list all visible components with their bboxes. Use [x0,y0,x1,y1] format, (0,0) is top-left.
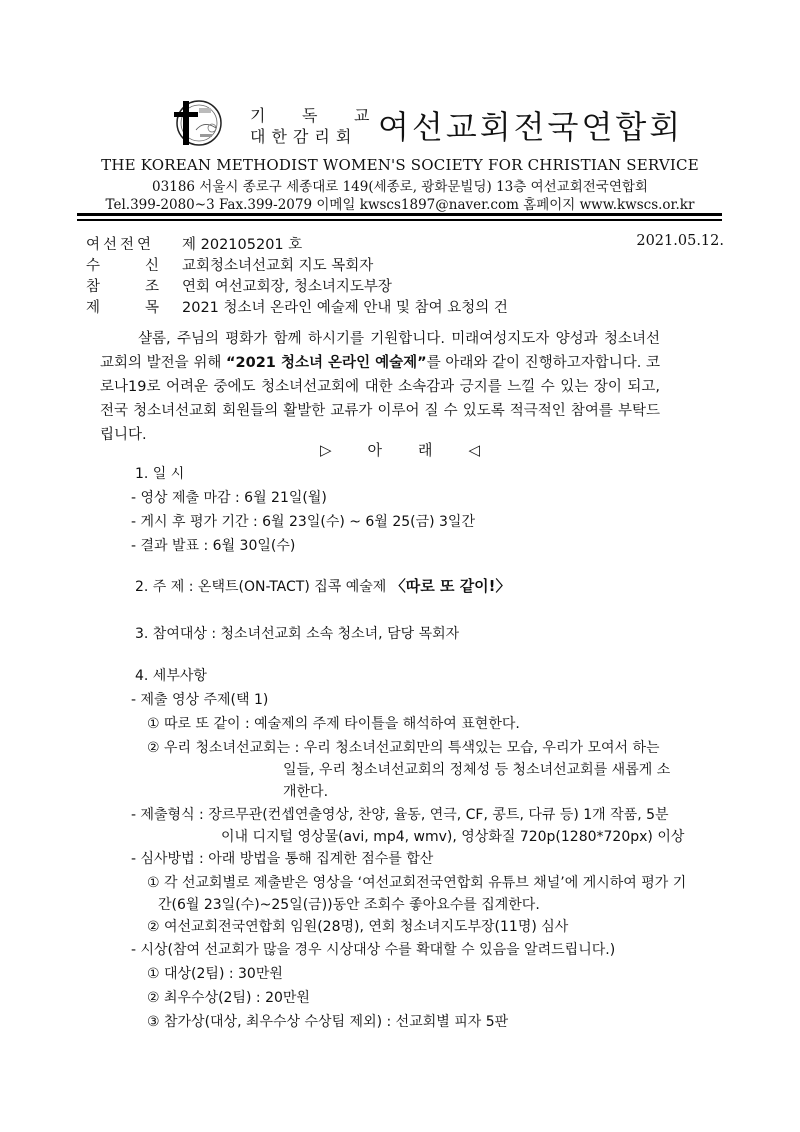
org-name-english: THE KOREAN METHODIST WOMEN'S SOCIETY FOR CHRISTIAN SERVICE [101,156,699,174]
format-line: - 제출형식 : 장르무관(컨셉연출영상, 찬양, 율동, 연극, CF, 콩트, 다큐 등) 1개 작품, 5분 [131,807,669,823]
schedule-item: - 게시 후 평가 기간 : 6월 23일(수) ~ 6월 25(금) 3일간 [131,514,475,530]
org-address: 03186 서울시 종로구 세종대로 149(세종로, 광화문빌딩) 13층 여선교회전국연합회 [152,179,648,195]
header-divider-thick [77,213,722,216]
reference-value: 연회 여선교회장, 청소녀지도부장 [182,279,392,295]
doc-number-row [86,233,302,254]
doc-date: 2021.05.12. [636,233,724,249]
recipient-label: 수신 [86,258,205,274]
denomination-line-2: 대한감리회 [250,127,358,146]
subject-value: 2021 청소녀 온라인 예술제 안내 및 참여 요청의 건 [182,300,508,316]
award-item: ① 대상(2팀) : 30만원 [147,966,283,982]
schedule-item: - 영상 제출 마감 : 6월 21일(월) [131,490,327,506]
section-schedule-heading: 1. 일 시 [135,466,185,482]
methodist-women-seal-icon [166,98,226,148]
event-name-highlight: “2021 청소녀 온라인 예술제” [225,355,427,371]
denomination-line-1: 기 독 교 [250,106,370,125]
section-details-heading: 4. 세부사항 [135,668,207,684]
section-theme: 2. 주 제 : 온택트(ON-TACT) 집콕 예술제 〈따로 또 같이!〉 [135,577,511,595]
theme-highlight: 〈따로 또 같이!〉 [390,577,511,595]
section-target: 3. 참여대상 : 청소녀선교회 소속 청소녀, 담당 목회자 [135,626,460,642]
format-line-continued: 이내 디지털 영상물(avi, mp4, wmv), 영상화질 720p(1280*720px) 이상 [221,829,685,845]
subject-row [86,296,508,317]
judging-item: ① 각 선교회별로 제출받은 영상을 ‘여선교회전국연합회 유튜브 채널’에 게시하여 평가 기 [147,875,687,891]
reference-label: 참조 [86,279,205,295]
notice-title: ▷ 아 래 ◁ [319,441,481,459]
intro-paragraph: 샬롬, 주님의 평화가 함께 하시기를 기원합니다. 미래여성지도자 양성과 청소녀선교회의 발전을 위해 “2021 청소녀 온라인 예술제”를 아래와 같이 진행하고자합니다. 코로나19로 어려운 중에도 청소녀선교회에 대한 소속감과 긍지를 느낄 수 있는 장이 되고, 전국 청소녀선교회 회원들의 활발한 교류가 이루어 질 수 있도록 적극적인 참여를 부탁드립니다. [100,331,660,443]
recipient-row [86,254,373,275]
org-name-korean: 여선교회전국연합회 [378,108,684,146]
judging-label: - 심사방법 : 아래 방법을 통해 집계한 점수를 합산 [131,851,434,867]
topic-item: ② 우리 청소녀선교회는 : 우리 청소녀선교회만의 특색있는 모습, 우리가 모여서 하는 [147,740,660,756]
doc-number-label: 여선전연 [86,237,155,253]
topic-item: ① 따로 또 같이 : 예술제의 주제 타이틀을 해석하여 표현한다. [147,716,520,732]
schedule-item: - 결과 발표 : 6월 30일(수) [131,538,296,554]
judging-item: ② 여선교회전국연합회 임원(28명), 연회 청소녀지도부장(11명) 심사 [147,919,569,935]
org-contact: Tel.399-2080~3 Fax.399-2079 이메일 kwscs1897@naver.com 홈페이지 www.kwscs.or.kr [105,197,695,213]
topic-item-continued: 일들, 우리 청소녀선교회의 정체성 등 청소녀선교회를 새롭게 소 [283,762,671,778]
header-divider-thin [77,219,722,221]
doc-number-value: 제 202105201 호 [182,237,303,253]
right-triangle-icon: ▷ [319,441,332,459]
awards-label: - 시상(참여 선교회가 많을 경우 시상대상 수를 확대할 수 있음을 알려드립니다.) [131,942,616,958]
award-item: ③ 참가상(대상, 최우수상 수상팀 제외) : 선교회별 피자 5판 [147,1014,509,1030]
award-item: ② 최우수상(2팀) : 20만원 [147,990,310,1006]
judging-item-continued: 간(6월 23일(수)~25일(금))동안 조회수 좋아요수를 집계한다. [158,897,540,913]
left-triangle-icon: ◁ [468,441,481,459]
reference-row [86,275,392,296]
topic-item-continued: 개한다. [283,784,329,800]
recipient-value: 교회청소녀선교회 지도 목회자 [182,258,374,274]
topic-label: - 제출 영상 주제(택 1) [131,692,269,708]
subject-label: 제목 [86,300,205,316]
